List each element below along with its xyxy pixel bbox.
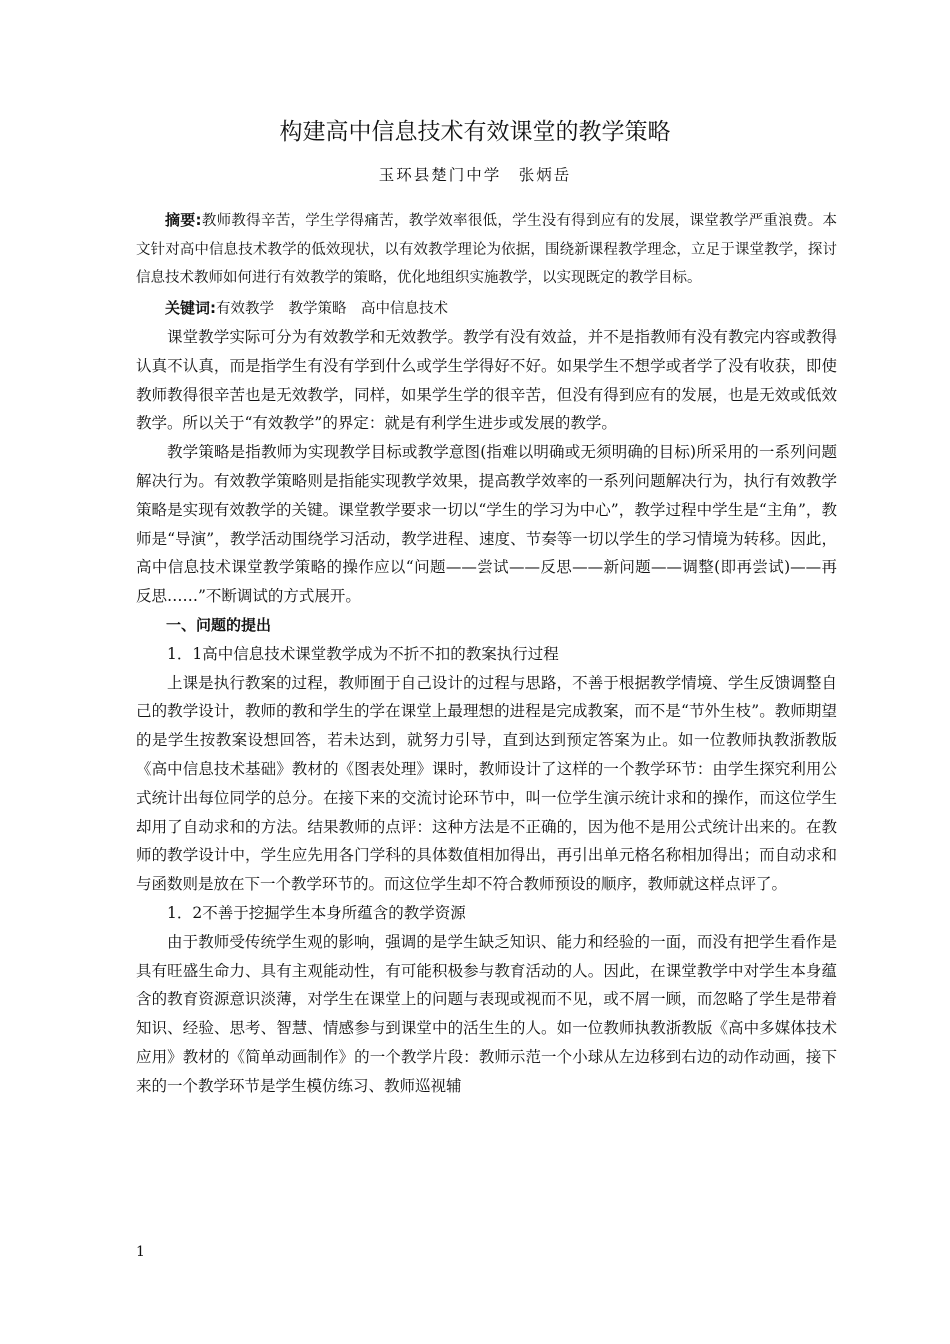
paragraph-1-1: 上课是执行教案的过程，教师囿于自己设计的过程与思路，不善于根据教学情境、学生反馈调整自己的教学设计，教师的教和学生的学在课堂上最理想的进程是完成教案，而不是“节外生枝”。教师期望的是学生按教案设想回答，若未达到，就努力引导，直到达到预定答案为止。如一位教师执教浙教版《高中信息技术基础》教材的《图表处理》课时，教师设计了这样的一个教学环节：由学生探究利用公式统计出每位同学的总分。在接下来的交流讨论环节中，叫一位学生演示统计求和的操作，而这位学生却用了自动求和的方法。结果教师的点评：这种方法是不正确的，因为他不是用公式统计出来的。在教师的教学设计中，学生应先用各门学科的具体数值相加得出，再引出单元格名称相加得出；而自动求和与函数则是放在下一个教学环节的。而这位学生却不符合教师预设的顺序，教师就这样点评了。: [136, 673, 837, 894]
abstract-text: 教师教得辛苦，学生学得痛苦，教学效率很低，学生没有得到应有的发展，课堂教学严重浪费。本文针对高中信息技术教学的低效现状，以有效教学理论为依据，围绕新课程教学理念，立足于课堂教学，探讨信息技术教师如何进行有效教学的策略，优化地组织实施教学，以实现既定的教学目标。: [136, 213, 838, 286]
paragraph-2: 教学策略是指教师为实现教学目标或教学意图(指难以明确或无须明确的目标)所采用的一系列问题解决行为。有效教学策略则是指能实现教学效果，提高教学效率的一系列问题解决行为，执行有效教学策略是实现有效教学的关键。课堂教学要求一切以“学生的学习为中心”，教学过程中学生是“主角”，教师是“导演”，教学活动围绕学习活动，教学进程、速度、节奏等一切以学生的学习情境为转移。因此，高中信息技术课堂教学策略的操作应以“问题——尝试——反思——新问题——调整(即再尝试)——再反思……”不断调试的方式展开。: [136, 443, 837, 606]
keywords-text: 有效教学 教学策略 高中信息技术: [216, 300, 448, 317]
paragraph-1-2: 由于教师受传统学生观的影响，强调的是学生缺乏知识、能力和经验的一面，而没有把学生看作是具有旺盛生命力、具有主观能动性，有可能积极参与教育活动的人。因此，在课堂教学中对学生本身蕴含的教育资源意识淡薄，对学生在课堂上的问题与表现或视而不见，或不屑一顾，而忽略了学生是带着知识、经验、思考、智慧、情感参与到课堂中的活生生的人。如一位教师执教浙教版《高中多媒体技术应用》教材的《简单动画制作》的一个教学片段：教师示范一个小球从左边移到右边的动作动画，接下来的一个教学环节是学生模仿练习、教师巡视辅: [136, 932, 837, 1095]
article-body: [136, 206, 837, 1101]
abstract: [136, 206, 837, 293]
keywords: [136, 294, 837, 324]
keywords-label: 关键词:: [165, 298, 216, 317]
subsection-heading-1-1: 1．1高中信息技术课堂教学成为不折不扣的教案执行过程: [167, 644, 559, 663]
abstract-label: 摘要:: [165, 211, 202, 229]
page-number: 1: [136, 1244, 145, 1260]
subsection-heading-1-2: 1．2不善于挖掘学生本身所蕴含的教学资源: [167, 903, 466, 922]
section-heading: 一、问题的提出: [166, 615, 272, 634]
author-line: 玉环县楚门中学 张炳岳: [378, 166, 572, 184]
paragraph-1: 课堂教学实际可分为有效教学和无效教学。教学有没有效益，并不是指教师有没有教完内容或教得认真不认真，而是指学生有没有学到什么或学生学得好不好。如果学生不想学或者学了没有收获，即使教师教得很辛苦也是无效教学，同样，如果学生学的很辛苦，但没有得到应有的发展，也是无效或低效教学。所以关于“有效教学”的界定：就是有利学生进步或发展的教学。: [136, 328, 837, 433]
page-title: 构建高中信息技术有效课堂的教学策略: [279, 119, 671, 145]
